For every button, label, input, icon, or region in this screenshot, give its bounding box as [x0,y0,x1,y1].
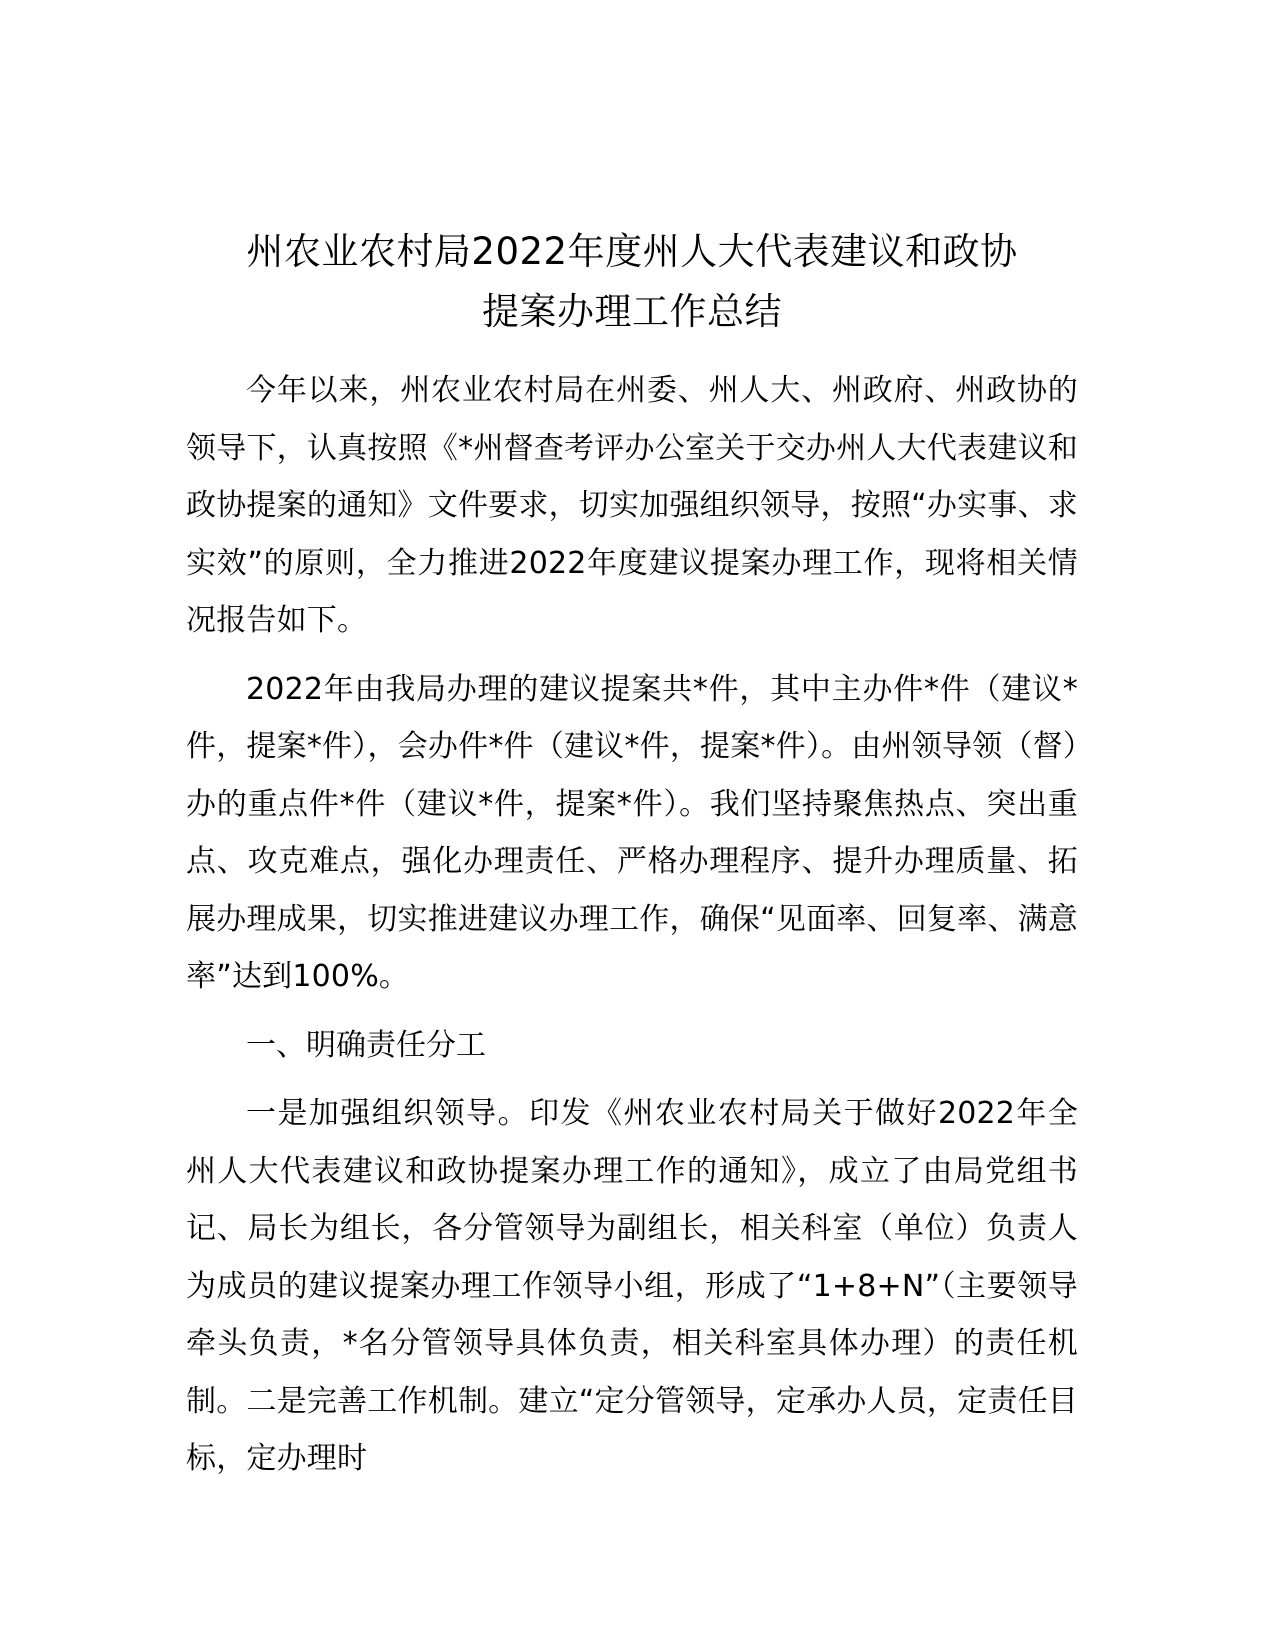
paragraph-gap [186,650,1078,661]
summary-paragraph: 2022年由我局办理的建议提案共*件，其中主办件*件（建议*件，提案*件），会办件*件（建议*件，提案*件）。由州领导领（督）办的重点件*件（建议*件，提案*件）。我们坚持聚焦热点、突出重点、攻克难点，强化办理责任、严格办理程序、提升办理质量、拓展办理成果，切实推进建议办理工作，确保“见面率、回复率、满意率”达到100%。 [186,671,1078,994]
document-title-line-2: 提案办理工作总结 [482,290,782,333]
title-block [186,222,1078,342]
document-title-line-1: 州农业农村局2022年度州人大代表建议和政协 [246,230,1018,273]
paragraph-gap [186,1074,1078,1085]
document-page [186,222,1078,1488]
paragraph-gap [186,1006,1078,1017]
section-heading: 一、明确责任分工 [246,1027,486,1063]
section-paragraph: 一是加强组织领导。印发《州农业农村局关于做好2022年全州人大代表建议和政协提案办理工作的通知》，成立了由局党组书记、局长为组长，各分管领导为副组长，相关科室（单位）负责人为成员的建议提案办理工作领导小组，形成了“1+8+N”（主要领导牵头负责，*名分管领导具体负责，相关科室具体办理）的责任机制。二是完善工作机制。建立“定分管领导，定承办人员，定责任目标，定办理时 [186,1096,1078,1476]
intro-paragraph: 今年以来，州农业农村局在州委、州人大、州政府、州政协的领导下，认真按照《*州督查考评办公室关于交办州人大代表建议和政协提案的通知》文件要求，切实加强组织领导，按照“办实事、求实效”的原则，全力推进2022年度建议提案办理工作，现将相关情况报告如下。 [186,373,1078,638]
